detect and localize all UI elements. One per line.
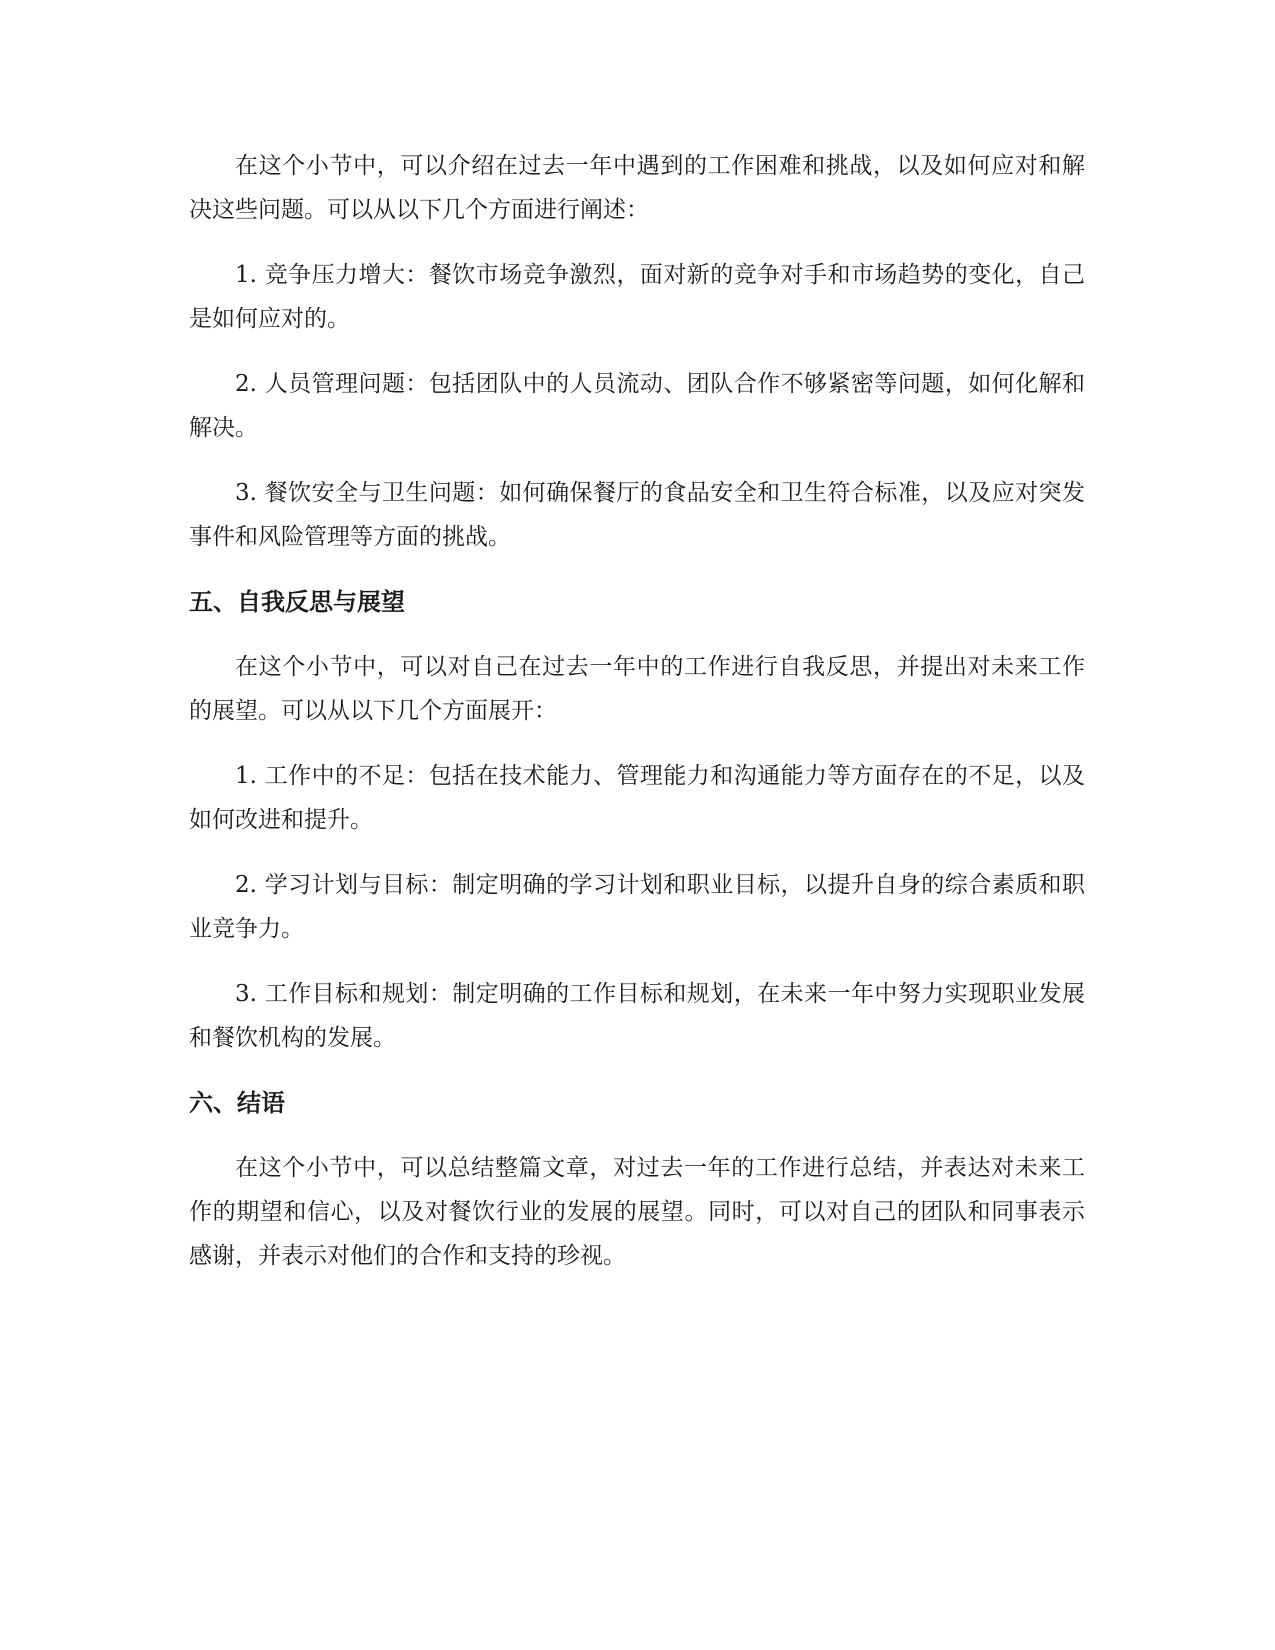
- section4-item-1: 1. 竞争压力增大：餐饮市场竞争激烈，面对新的竞争对手和市场趋势的变化，自己是如何应对的。: [189, 262, 1085, 332]
- section5-intro: 在这个小节中，可以对自己在过去一年中的工作进行自我反思，并提出对未来工作的展望。可以从以下几个方面展开：: [189, 654, 1085, 724]
- document-page: [189, 144, 1085, 1299]
- section4-intro: 在这个小节中，可以介绍在过去一年中遇到的工作困难和挑战，以及如何应对和解决这些问题。可以从以下几个方面进行阐述：: [189, 153, 1085, 223]
- section5-item-1: 1. 工作中的不足：包括在技术能力、管理能力和沟通能力等方面存在的不足，以及如何改进和提升。: [189, 763, 1085, 833]
- section6-body: 在这个小节中，可以总结整篇文章，对过去一年的工作进行总结，并表达对未来工作的期望和信心，以及对餐饮行业的发展的展望。同时，可以对自己的团队和同事表示感谢，并表示对他们的合作和支持的珍视。: [189, 1155, 1085, 1269]
- section6-heading: 六、结语: [189, 1089, 285, 1117]
- section5-item-3: 3. 工作目标和规划：制定明确的工作目标和规划，在未来一年中努力实现职业发展和餐饮机构的发展。: [189, 981, 1085, 1051]
- section5-item-2: 2. 学习计划与目标：制定明确的学习计划和职业目标，以提升自身的综合素质和职业竞争力。: [189, 872, 1085, 942]
- section5-heading: 五、自我反思与展望: [189, 588, 405, 616]
- section4-item-2: 2. 人员管理问题：包括团队中的人员流动、团队合作不够紧密等问题，如何化解和解决。: [189, 371, 1085, 441]
- section4-item-3: 3. 餐饮安全与卫生问题：如何确保餐厅的食品安全和卫生符合标准，以及应对突发事件和风险管理等方面的挑战。: [189, 480, 1085, 550]
